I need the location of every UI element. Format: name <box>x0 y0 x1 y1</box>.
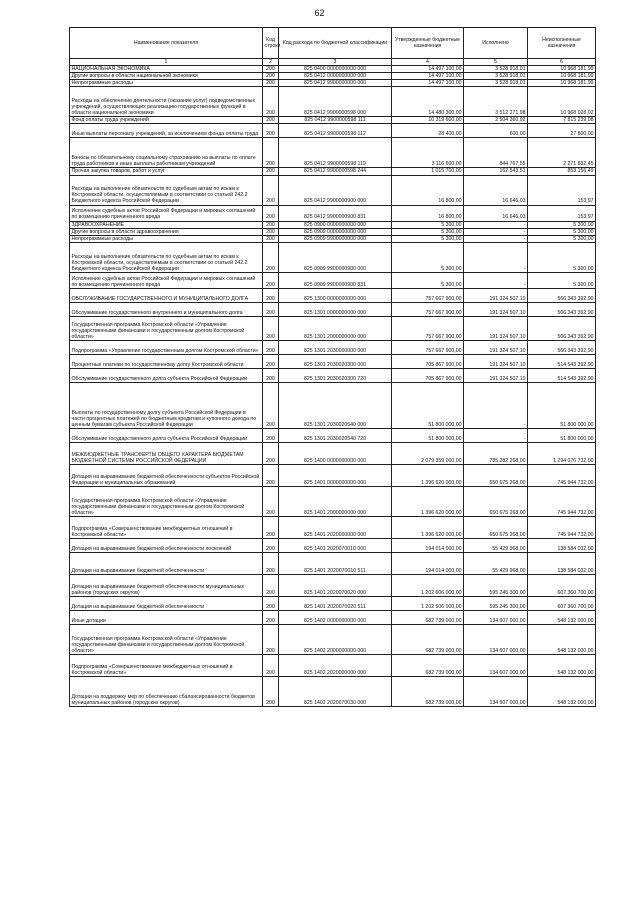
cell-classification-code: 825 0412 0000000000 000 <box>279 73 392 80</box>
cell-name: Прочая закупка товаров, работ и услуг <box>70 168 263 175</box>
table-row <box>70 654 596 676</box>
cell-name: Дотации на выравнивание бюджетной обеспеченности <box>70 552 263 574</box>
cell-line-code: 200 <box>263 288 279 302</box>
cell-line-code: 200 <box>263 168 279 175</box>
cell-unexecuted: 548 132 000,00 <box>528 624 596 654</box>
cell-line-code: 200 <box>263 235 279 242</box>
cell-line-code: 200 <box>263 574 279 596</box>
table-row <box>70 272 596 288</box>
cell-executed: 191 324 507,10 <box>464 354 528 368</box>
cell-unexecuted: 1 294 076 732,00 <box>528 442 596 464</box>
cell-approved: 1 396 620 000,00 <box>392 464 464 486</box>
cell-name: Подпрограмма «Управление государственным долгом Костромской области» <box>70 340 263 354</box>
cell-line-code: 200 <box>263 117 279 124</box>
table-row <box>70 80 596 87</box>
cell-executed: 191 324 507,10 <box>464 302 528 316</box>
cell-unexecuted: 2 271 832,45 <box>528 138 596 168</box>
cell-executed: 3 528 918,01 <box>464 80 528 87</box>
cell-line-code: 200 <box>263 205 279 221</box>
cell-name: НАЦИОНАЛЬНАЯ ЭКОНОМИКА <box>70 66 263 73</box>
table-row <box>70 66 596 73</box>
cell-executed: 3 512 271,98 <box>464 87 528 117</box>
cell-unexecuted: 153,97 <box>528 175 596 205</box>
cell-line-code: 200 <box>263 228 279 235</box>
cell-approved: 5 300,00 <box>392 272 464 288</box>
cell-executed: 595 245 300,00 <box>464 596 528 610</box>
cell-unexecuted: 514 543 392,90 <box>528 368 596 382</box>
column-number: 3 <box>279 59 392 66</box>
table-row <box>70 302 596 316</box>
cell-unexecuted: 566 343 392,90 <box>528 340 596 354</box>
cell-approved: 682 739 000,00 <box>392 654 464 676</box>
cell-name: Обслуживание государственного долга субъекта Российской Федерации <box>70 368 263 382</box>
cell-executed: 134 607 000,00 <box>464 610 528 624</box>
cell-approved: 51 800 000,00 <box>392 428 464 442</box>
cell-approved: 757 667 900,00 <box>392 302 464 316</box>
cell-classification-code: 825 1401 2020070020 511 <box>279 596 392 610</box>
cell-approved: 14 480 300,00 <box>392 87 464 117</box>
cell-name: Государственная программа Костромской области «Управление государственными финансами и государственным долгом Костромской области» <box>70 316 263 340</box>
cell-name: ЗДРАВООХРАНЕНИЕ <box>70 221 263 228</box>
header-classification: Код расхода по бюджетной классификации <box>279 28 392 59</box>
cell-name: Дотации на выравнивание бюджетной обеспеченности субъектов Российской Федерации и муниципальных образований <box>70 464 263 486</box>
cell-approved: 10 319 600,00 <box>392 117 464 124</box>
cell-name: Государственная программа Костромской области «Управление государственными финансами и государственным долгом Костромской области» <box>70 486 263 516</box>
cell-name: Обслуживание государственного долга субъекта Российской Федерации <box>70 428 263 442</box>
cell-name: Исполнение судебных актов Российской Федерации и мировых соглашений по возмещению причиненного вреда <box>70 205 263 221</box>
table-row <box>70 87 596 117</box>
cell-executed: 134 607 000,00 <box>464 654 528 676</box>
cell-executed: 3 528 918,01 <box>464 66 528 73</box>
cell-classification-code: 825 1402 2020070030 000 <box>279 676 392 706</box>
table-row <box>70 138 596 168</box>
cell-classification-code: 825 0909 9900000900 000 <box>279 242 392 272</box>
cell-approved: 194 014 000,00 <box>392 552 464 574</box>
column-number: 4 <box>392 59 464 66</box>
cell-classification-code: 825 0412 9900000598 000 <box>279 87 392 117</box>
cell-approved: 14 497 100,00 <box>392 66 464 73</box>
cell-classification-code: 825 0412 9900000598 112 <box>279 124 392 138</box>
cell-unexecuted: 138 584 032,00 <box>528 552 596 574</box>
cell-classification-code: 825 1301 0000000000 000 <box>279 302 392 316</box>
cell-line-code: 200 <box>263 464 279 486</box>
cell-unexecuted: 5 300,00 <box>528 221 596 228</box>
cell-unexecuted: 138 584 032,00 <box>528 538 596 552</box>
table-row <box>70 382 596 428</box>
cell-executed: - <box>464 242 528 272</box>
cell-line-code: 200 <box>263 676 279 706</box>
cell-classification-code: 825 0400 0000000000 000 <box>279 66 392 73</box>
cell-approved: 14 497 100,00 <box>392 80 464 87</box>
cell-executed: - <box>464 272 528 288</box>
cell-name: Подпрограмма «Совершенствование межбюджетных отношений в Костромской области» <box>70 516 263 538</box>
cell-approved: 14 497 100,00 <box>392 73 464 80</box>
header-name: Наименование показателя <box>70 28 263 59</box>
cell-executed: 134 607 000,00 <box>464 624 528 654</box>
cell-unexecuted: 7 815 239,08 <box>528 117 596 124</box>
cell-line-code: 200 <box>263 552 279 574</box>
cell-executed: 55 429 968,00 <box>464 538 528 552</box>
cell-approved: 757 667 900,00 <box>392 340 464 354</box>
cell-line-code: 200 <box>263 340 279 354</box>
cell-line-code: 200 <box>263 428 279 442</box>
cell-approved: 5 300,00 <box>392 242 464 272</box>
cell-classification-code: 825 1402 2000000000 000 <box>279 624 392 654</box>
cell-line-code: 200 <box>263 382 279 428</box>
cell-line-code: 200 <box>263 73 279 80</box>
table-row <box>70 73 596 80</box>
cell-name: Расходы на выполнение обязательств по судебным актам по искам к Костромской области, осуществляемым в соответствии со статьей 242.2 Бюджетного кодекса Российской Федерации <box>70 242 263 272</box>
cell-line-code: 200 <box>263 87 279 117</box>
cell-classification-code: 825 1401 2020000000 000 <box>279 516 392 538</box>
cell-unexecuted: 51 800 000,00 <box>528 382 596 428</box>
cell-approved: 16 800,00 <box>392 175 464 205</box>
cell-executed: 191 324 507,10 <box>464 316 528 340</box>
cell-unexecuted: 153,97 <box>528 205 596 221</box>
cell-unexecuted: 27 800,00 <box>528 124 596 138</box>
cell-unexecuted: 10 968 181,99 <box>528 80 596 87</box>
cell-unexecuted: 607 360 700,00 <box>528 596 596 610</box>
table-row <box>70 610 596 624</box>
cell-unexecuted: 5 300,00 <box>528 272 596 288</box>
table-row <box>70 368 596 382</box>
cell-classification-code: 825 1401 2020070010 000 <box>279 538 392 552</box>
header-approved: Утвержденные бюджетные назначения <box>392 28 464 59</box>
cell-approved: 5 300,00 <box>392 235 464 242</box>
cell-name: Дотации на выравнивание бюджетной обеспеченности муниципальных районов (городских округов) <box>70 574 263 596</box>
table-row <box>70 442 596 464</box>
cell-name: Обслуживание государственного внутреннего и муниципального долга <box>70 302 263 316</box>
cell-approved: 1 015 700,00 <box>392 168 464 175</box>
cell-name: Исполнение судебных актов Российской Федерации и мировых соглашений по возмещению причиненного вреда <box>70 272 263 288</box>
cell-approved: 51 800 000,00 <box>392 382 464 428</box>
cell-classification-code: 825 1301 2030020300 000 <box>279 354 392 368</box>
cell-unexecuted: 10 968 028,02 <box>528 87 596 117</box>
cell-name: Другие вопросы в области национальной экономики <box>70 73 263 80</box>
cell-classification-code: 825 0909 0000000000 000 <box>279 228 392 235</box>
table-row <box>70 428 596 442</box>
cell-line-code: 200 <box>263 138 279 168</box>
header-unexecuted: Неисполненные назначения <box>528 28 596 59</box>
cell-unexecuted: 566 343 392,90 <box>528 302 596 316</box>
cell-executed: 650 675 268,00 <box>464 516 528 538</box>
cell-classification-code: 825 1400 0000000000 000 <box>279 442 392 464</box>
table-row <box>70 221 596 228</box>
cell-name: Процентные платежи по государственному долгу Костромской области <box>70 354 263 368</box>
cell-approved: 705 867 900,00 <box>392 354 464 368</box>
cell-line-code: 200 <box>263 221 279 228</box>
cell-name: Иные выплаты персоналу учреждений, за исключением фонда оплаты труда <box>70 124 263 138</box>
cell-classification-code: 825 0412 9900000900 831 <box>279 205 392 221</box>
cell-line-code: 200 <box>263 516 279 538</box>
cell-unexecuted: 51 800 000,00 <box>528 428 596 442</box>
cell-executed: 191 324 507,10 <box>464 368 528 382</box>
cell-classification-code: 825 0412 9900000598 111 <box>279 117 392 124</box>
cell-name: Выплаты по государственному долгу субъекта Российской Федерации в части процентных платежей по бюджетным кредитам и купонного дохода по ценным бумагам субъекта Российской Федерации <box>70 382 263 428</box>
table-row <box>70 205 596 221</box>
table-row <box>70 242 596 272</box>
cell-approved: 682 739 000,00 <box>392 610 464 624</box>
table-row <box>70 235 596 242</box>
cell-name: Дотации на поддержку мер по обеспечению сбалансированности бюджетов муниципальных районов (городских округов) <box>70 676 263 706</box>
cell-line-code: 200 <box>263 596 279 610</box>
cell-name: Непрограммные расходы <box>70 235 263 242</box>
cell-unexecuted: 607 360 700,00 <box>528 574 596 596</box>
cell-classification-code: 825 1401 0000000000 000 <box>279 464 392 486</box>
cell-unexecuted: 548 132 000,00 <box>528 654 596 676</box>
cell-classification-code: 825 0412 9900000900 000 <box>279 175 392 205</box>
table-row <box>70 288 596 302</box>
column-number: 2 <box>263 59 279 66</box>
table-row <box>70 124 596 138</box>
cell-executed: 16 646,03 <box>464 175 528 205</box>
cell-line-code: 200 <box>263 486 279 516</box>
column-number-row <box>70 59 596 66</box>
cell-classification-code: 825 0412 9900000598 119 <box>279 138 392 168</box>
column-number: 6 <box>528 59 596 66</box>
cell-classification-code: 825 1301 2030020300 720 <box>279 368 392 382</box>
cell-executed: 3 528 918,01 <box>464 73 528 80</box>
cell-unexecuted: 514 543 392,90 <box>528 354 596 368</box>
cell-line-code: 200 <box>263 368 279 382</box>
column-number: 5 <box>464 59 528 66</box>
cell-name: Фонд оплаты труда учреждений <box>70 117 263 124</box>
cell-name: Другие вопросы в области здравоохранения <box>70 228 263 235</box>
budget-execution-table <box>69 27 596 707</box>
cell-classification-code: 825 0900 0000000000 000 <box>279 221 392 228</box>
cell-unexecuted: 566 343 392,90 <box>528 316 596 340</box>
cell-executed: - <box>464 382 528 428</box>
cell-classification-code: 825 0909 9900000000 000 <box>279 235 392 242</box>
cell-name: МЕЖБЮДЖЕТНЫЕ ТРАНСФЕРТЫ ОБЩЕГО ХАРАКТЕРА БЮДЖЕТАМ БЮДЖЕТНОЙ СИСТЕМЫ РОССИЙСКОЙ ФЕДЕРАЦИИ <box>70 442 263 464</box>
cell-executed: 191 324 507,10 <box>464 340 528 354</box>
cell-classification-code: 825 1401 2020070010 511 <box>279 552 392 574</box>
cell-classification-code: 825 1401 2020070020 000 <box>279 574 392 596</box>
cell-executed: 191 324 507,10 <box>464 288 528 302</box>
cell-name: Взносы по обязательному социальному страхованию на выплаты по оплате труда работников и иные выплаты работникам учреждений <box>70 138 263 168</box>
cell-approved: 194 014 000,00 <box>392 538 464 552</box>
cell-unexecuted: 745 944 732,00 <box>528 516 596 538</box>
cell-classification-code: 825 1401 2000000000 000 <box>279 486 392 516</box>
cell-executed: 134 607 000,00 <box>464 676 528 706</box>
cell-unexecuted: 853 156,49 <box>528 168 596 175</box>
cell-executed: - <box>464 428 528 442</box>
table-header-row <box>70 28 596 59</box>
cell-unexecuted: 5 300,00 <box>528 235 596 242</box>
cell-unexecuted: 10 968 181,99 <box>528 73 596 80</box>
table-row <box>70 175 596 205</box>
table-row <box>70 486 596 516</box>
cell-line-code: 200 <box>263 124 279 138</box>
cell-line-code: 200 <box>263 316 279 340</box>
cell-classification-code: 825 1301 2030020540 720 <box>279 428 392 442</box>
column-number: 1 <box>70 59 263 66</box>
cell-approved: 757 667 900,00 <box>392 288 464 302</box>
cell-approved: 1 202 606 000,00 <box>392 596 464 610</box>
page-number: 62 <box>314 8 325 18</box>
cell-name: Подпрограмма «Совершенствование межбюджетных отношений в Костромской области» <box>70 654 263 676</box>
header-code: Код строки <box>263 28 279 59</box>
cell-line-code: 200 <box>263 354 279 368</box>
cell-line-code: 200 <box>263 272 279 288</box>
cell-executed: 600,00 <box>464 124 528 138</box>
cell-classification-code: 825 1301 2030000000 000 <box>279 340 392 354</box>
cell-line-code: 200 <box>263 538 279 552</box>
table-row <box>70 464 596 486</box>
table-row <box>70 624 596 654</box>
cell-executed: 650 675 268,00 <box>464 486 528 516</box>
cell-unexecuted: 745 944 732,00 <box>528 486 596 516</box>
cell-unexecuted: 10 968 181,99 <box>528 66 596 73</box>
cell-unexecuted: 5 300,00 <box>528 242 596 272</box>
cell-name: Дотации на выравнивание бюджетной обеспеченности поселений <box>70 538 263 552</box>
table-row <box>70 574 596 596</box>
cell-approved: 1 202 606 000,00 <box>392 574 464 596</box>
cell-executed: - <box>464 235 528 242</box>
cell-approved: 682 739 000,00 <box>392 624 464 654</box>
cell-approved: 16 800,00 <box>392 205 464 221</box>
cell-line-code: 200 <box>263 66 279 73</box>
cell-executed: 16 646,03 <box>464 205 528 221</box>
cell-approved: 5 300,00 <box>392 228 464 235</box>
cell-classification-code: 825 1301 2030020540 000 <box>279 382 392 428</box>
cell-approved: 28 400,00 <box>392 124 464 138</box>
cell-approved: 757 667 900,00 <box>392 316 464 340</box>
cell-classification-code: 825 0412 9900000000 000 <box>279 80 392 87</box>
cell-unexecuted: 548 132 000,00 <box>528 610 596 624</box>
cell-approved: 1 396 620 000,00 <box>392 486 464 516</box>
table-body <box>70 66 596 707</box>
cell-name: ОБСЛУЖИВАНИЕ ГОСУДАРСТВЕННОГО И МУНИЦИПАЛЬНОГО ДОЛГА <box>70 288 263 302</box>
cell-executed: 595 245 300,00 <box>464 574 528 596</box>
cell-line-code: 200 <box>263 242 279 272</box>
cell-approved: 2 079 359 000,00 <box>392 442 464 464</box>
cell-unexecuted: 566 343 392,90 <box>528 288 596 302</box>
cell-approved: 1 396 620 000,00 <box>392 516 464 538</box>
table-row <box>70 538 596 552</box>
table-row <box>70 228 596 235</box>
cell-name: Государственная программа Костромской области «Управление государственными финансами и государственным долгом Костромской области» <box>70 624 263 654</box>
table-row <box>70 168 596 175</box>
cell-unexecuted: 548 132 000,00 <box>528 676 596 706</box>
cell-executed: 162 543,51 <box>464 168 528 175</box>
table-row <box>70 596 596 610</box>
table-row <box>70 340 596 354</box>
cell-classification-code: 825 1301 2000000000 000 <box>279 316 392 340</box>
cell-approved: 682 739 000,00 <box>392 676 464 706</box>
cell-unexecuted: 745 944 732,00 <box>528 464 596 486</box>
cell-name: Дотации на выравнивание бюджетной обеспеченности <box>70 596 263 610</box>
cell-classification-code: 825 0909 9900000900 831 <box>279 272 392 288</box>
cell-name: Иные дотации <box>70 610 263 624</box>
cell-approved: 705 867 900,00 <box>392 368 464 382</box>
table-row <box>70 552 596 574</box>
table-row <box>70 117 596 124</box>
cell-classification-code: 825 0412 9900000598 244 <box>279 168 392 175</box>
cell-unexecuted: 5 300,00 <box>528 228 596 235</box>
cell-line-code: 200 <box>263 610 279 624</box>
cell-classification-code: 825 1402 2020000000 000 <box>279 654 392 676</box>
cell-approved: 3 116 600,00 <box>392 138 464 168</box>
cell-executed: - <box>464 221 528 228</box>
cell-line-code: 200 <box>263 80 279 87</box>
cell-name: Расходы на выполнение обязательств по судебным актам по искам к Костромской области, осуществляемым в соответствии со статьей 242.2 Бюджетного кодекса Российской Федерации <box>70 175 263 205</box>
cell-line-code: 200 <box>263 442 279 464</box>
cell-executed: 55 429 968,00 <box>464 552 528 574</box>
cell-executed: 2 504 360,92 <box>464 117 528 124</box>
cell-approved: 5 300,00 <box>392 221 464 228</box>
header-executed: Исполнено <box>464 28 528 59</box>
cell-line-code: 200 <box>263 624 279 654</box>
cell-line-code: 200 <box>263 654 279 676</box>
cell-executed: 844 767,55 <box>464 138 528 168</box>
cell-classification-code: 825 1402 0000000000 000 <box>279 610 392 624</box>
cell-name: Непрограммные расходы <box>70 80 263 87</box>
table-row <box>70 354 596 368</box>
table-row <box>70 516 596 538</box>
cell-executed: 650 675 268,00 <box>464 464 528 486</box>
cell-executed: - <box>464 228 528 235</box>
cell-name: Расходы на обеспечение деятельности (оказание услуг) подведомственных учреждений, осуществляющих реализацию государственных функций в области национальной экономики <box>70 87 263 117</box>
table-row <box>70 316 596 340</box>
table-row <box>70 676 596 706</box>
cell-line-code: 200 <box>263 175 279 205</box>
cell-executed: 785 282 268,00 <box>464 442 528 464</box>
cell-line-code: 200 <box>263 302 279 316</box>
cell-classification-code: 825 1300 0000000000 000 <box>279 288 392 302</box>
